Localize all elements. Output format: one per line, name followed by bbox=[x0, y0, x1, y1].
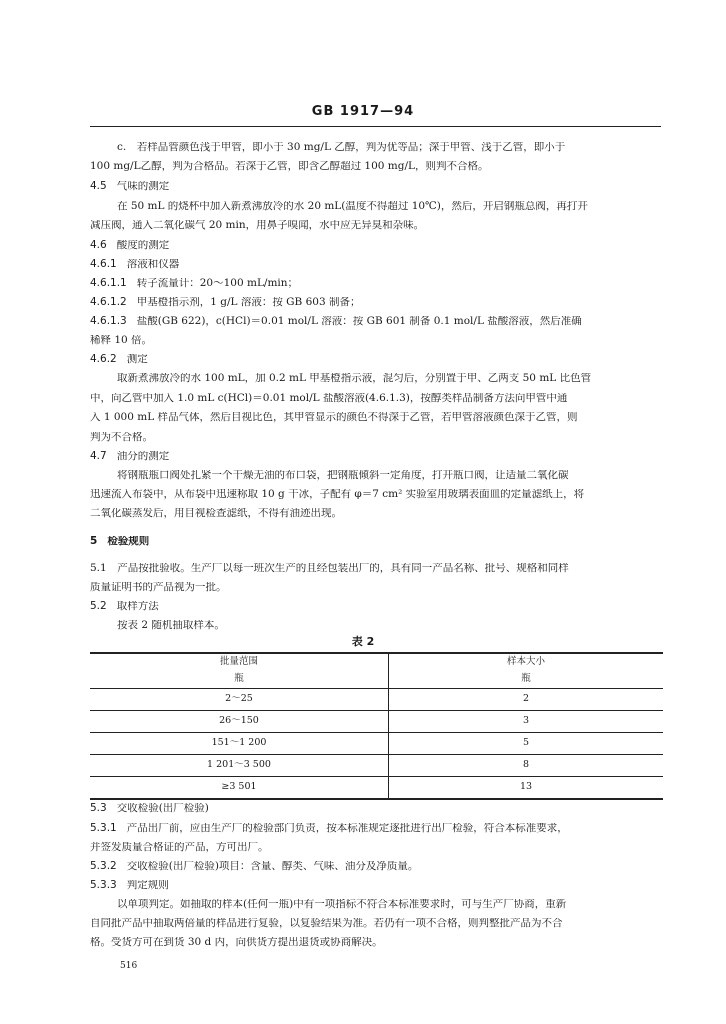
section-title: 取样方法 bbox=[116, 601, 159, 612]
section-title: 气味的测定 bbox=[116, 181, 170, 192]
section-text: 盐酸(GB 622)，c(HCl)＝0.01 mol/L 溶液：按 GB 601 制备 0.1 mol/L 盐酸溶液，然后准确 bbox=[136, 316, 582, 327]
text-line: 判为不合格。 bbox=[90, 432, 153, 443]
section-text: 产品出厂前，应由生产厂的检验部门负责，按本标准规定逐批进行出厂检验，符合本标准要求， bbox=[126, 823, 568, 834]
batch-range-cell: 1 201～3 500 bbox=[90, 755, 389, 777]
section-4-6-1-3 bbox=[90, 316, 665, 328]
section-number: 4.6.1.2 bbox=[90, 297, 127, 308]
text-line: 在 50 mL 的烧杯中加入新煮沸放冷的水 20 mL(温度不得超过 10℃)，然后，开启钢瓶总阀，再打开 bbox=[117, 201, 588, 212]
batch-range-cell: 26～150 bbox=[90, 711, 389, 733]
section-title: 判定规则 bbox=[126, 880, 169, 891]
section-number: 5.3 bbox=[90, 803, 107, 814]
section-5-3-3 bbox=[90, 880, 665, 892]
table-2-title: 表 2 bbox=[351, 635, 375, 648]
section-number: 4.6.2 bbox=[90, 354, 117, 365]
table-row bbox=[90, 755, 663, 777]
chapter-number: 5 bbox=[90, 536, 98, 547]
section-text: 交收检验(出厂检验)项目：含量、醇类、气味、油分及净质量。 bbox=[126, 861, 419, 872]
section-number: 5.2 bbox=[90, 601, 107, 612]
table-header-unit: 瓶 bbox=[389, 671, 664, 689]
sample-size-cell: 13 bbox=[389, 777, 664, 800]
section-text: 甲基橙指示剂，1 g/L 溶液：按 GB 603 制备； bbox=[136, 297, 361, 308]
section-title: 酸度的测定 bbox=[116, 240, 170, 251]
table-row bbox=[90, 777, 663, 800]
text-line: 并签发质量合格证的产品，方可出厂。 bbox=[90, 842, 269, 853]
section-title: 溶液和仪器 bbox=[126, 259, 180, 270]
section-5-3-2 bbox=[90, 861, 665, 873]
batch-range-cell: ≥3 501 bbox=[90, 777, 389, 800]
table-row bbox=[90, 689, 663, 711]
text-line: 二氧化碳蒸发后，用目视检查滤纸，不得有油迹出现。 bbox=[90, 508, 342, 519]
table-header-unit: 瓶 bbox=[90, 671, 389, 689]
sample-size-cell: 3 bbox=[389, 711, 664, 733]
section-number: 5.3.3 bbox=[90, 880, 117, 891]
batch-range-cell: 151～1 200 bbox=[90, 733, 389, 755]
text-line: 取新煮沸放冷的水 100 mL，加 0.2 mL 甲基橙指示液，混匀后，分别置于甲、乙两支 50 mL 比色管 bbox=[117, 373, 592, 384]
table-row bbox=[90, 733, 663, 755]
section-4-5 bbox=[90, 181, 665, 193]
section-number: 4.7 bbox=[90, 451, 107, 462]
text-line: 质量证明书的产品视为一批。 bbox=[90, 582, 227, 593]
text-line: 将钢瓶瓶口阀处扎紧一个干燥无油的布口袋，把钢瓶倾斜一定角度，打开瓶口阀，让适量二氧化碳 bbox=[117, 470, 569, 481]
text-line: 减压阀，通入二氧化碳气 20 min，用鼻子嗅闻，水中应无异臭和杂味。 bbox=[90, 220, 425, 231]
table-header-batch-range: 批量范围 bbox=[90, 653, 389, 671]
section-4-6-1-1 bbox=[90, 278, 665, 290]
section-number: 5.3.2 bbox=[90, 861, 117, 872]
section-4-6-1 bbox=[90, 259, 665, 271]
chapter-5-heading bbox=[90, 536, 665, 548]
section-4-6 bbox=[90, 240, 665, 252]
section-number: 4.6 bbox=[90, 240, 107, 251]
text-line: 以单项判定。如抽取的样本(任何一瓶)中有一项指标不符合本标准要求时，可与生产厂协商，重新 bbox=[117, 899, 567, 910]
section-number: 4.6.1 bbox=[90, 259, 117, 270]
section-number: 5.3.1 bbox=[90, 823, 117, 834]
text-line: 稀释 10 倍。 bbox=[90, 335, 153, 346]
page-number: 516 bbox=[120, 961, 138, 971]
sample-size-cell: 8 bbox=[389, 755, 664, 777]
sample-size-cell: 2 bbox=[389, 689, 664, 711]
section-title: 测定 bbox=[126, 354, 148, 365]
table-header-sample-size: 样本大小 bbox=[389, 653, 664, 671]
section-5-3-1 bbox=[90, 823, 665, 835]
sample-size-cell: 5 bbox=[389, 733, 664, 755]
text-line: 100 mg/L乙醇，判为合格品。若深于乙管，即含乙醇超过 100 mg/L，则判不合格。 bbox=[90, 161, 489, 172]
text-line: 迅速流入布袋中，从布袋中迅速称取 10 g 干冰，子配有 φ＝7 cm² 实验室用玻璃表面皿的定量滤纸上，将 bbox=[90, 489, 585, 500]
text-line: c. 若样品管颜色浅于甲管，即小于 30 mg/L 乙醇，判为优等品；深于甲管、浅于乙管，即小于 bbox=[117, 142, 566, 153]
table-row bbox=[90, 711, 663, 733]
text-line: 5.1 产品按批验收。生产厂以每一班次生产的且经包装出厂的，具有同一产品名称、批号、规格和同样 bbox=[90, 563, 569, 574]
text-line: 入 1 000 mL 样品气体，然后目视比色，其甲管显示的颜色不得深于乙管，若甲管溶液颜色深于乙管，则 bbox=[90, 412, 578, 423]
text-line: 格。受货方可在到货 30 d 内，向供货方提出退货或协商解决。 bbox=[90, 937, 383, 948]
section-number: 4.6.1.3 bbox=[90, 316, 127, 327]
standard-header: GB 1917—94 bbox=[311, 104, 415, 119]
section-5-3 bbox=[90, 803, 665, 815]
text-line: 中，向乙管中加入 1.0 mL c(HCl)＝0.01 mol/L 盐酸溶液(4.6.1.3)，按醇类样品制备方法向甲管中通 bbox=[90, 393, 568, 404]
section-title: 交收检验(出厂检验) bbox=[116, 803, 209, 814]
section-5-2 bbox=[90, 601, 665, 613]
table-2 bbox=[90, 652, 663, 800]
section-number: 4.5 bbox=[90, 181, 107, 192]
header-rule bbox=[90, 126, 661, 127]
section-number: 4.6.1.1 bbox=[90, 278, 127, 289]
section-4-7 bbox=[90, 451, 665, 463]
section-text: 转子流量计：20～100 mL/min； bbox=[136, 278, 299, 289]
text-line: 自同批产品中抽取两倍量的样品进行复验，以复验结果为准。若仍有一项不合格，则判整批产品为不合 bbox=[90, 918, 563, 929]
section-4-6-2 bbox=[90, 354, 665, 366]
text-line: 按表 2 随机抽取样本。 bbox=[117, 620, 225, 631]
chapter-title: 检验规则 bbox=[107, 536, 150, 547]
batch-range-cell: 2～25 bbox=[90, 689, 389, 711]
section-4-6-1-2 bbox=[90, 297, 665, 309]
section-title: 油分的测定 bbox=[116, 451, 170, 462]
